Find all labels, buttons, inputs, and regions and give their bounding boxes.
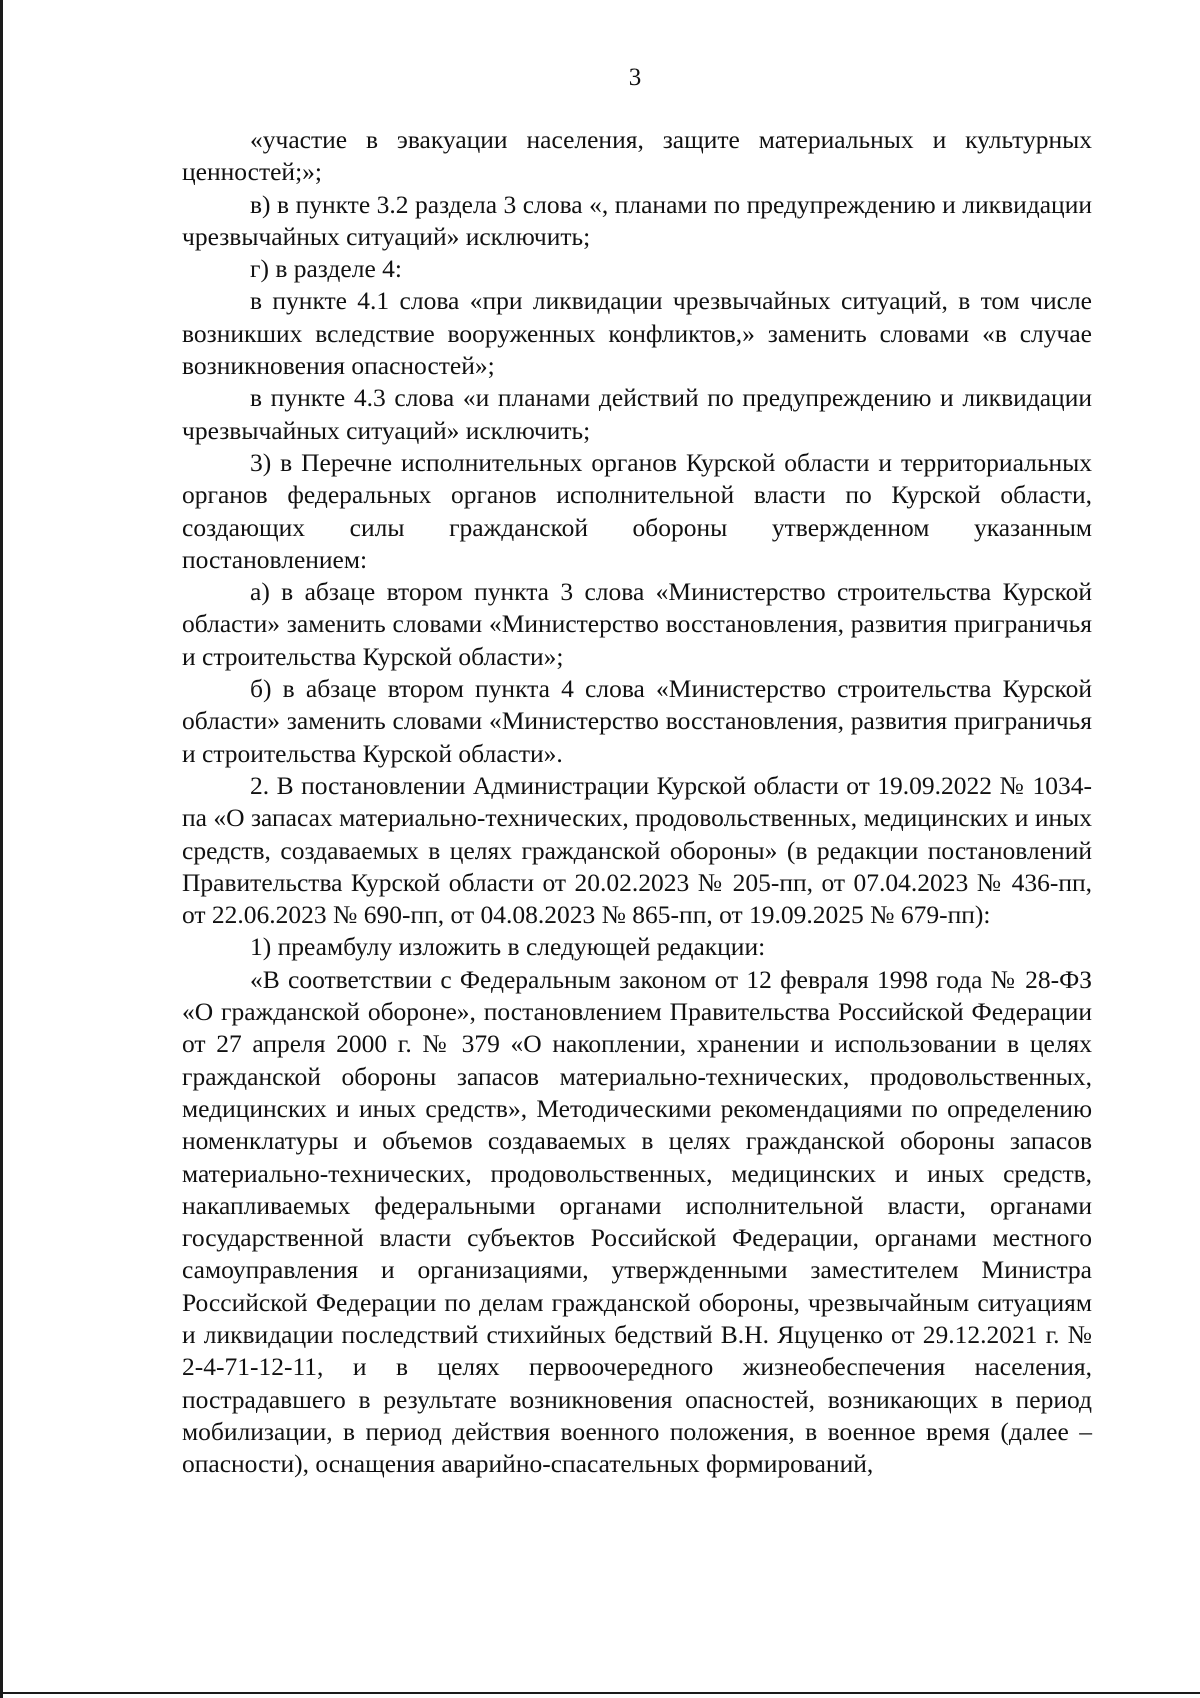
- paragraph: 2. В постановлении Администрации Курской области от 19.09.2022 № 1034-па «О запасах материально-технических, продовольственных, медицинских и иных средств, создаваемых в целях гражданской обороны» (в редакции постановлений Правительства Курской области от 20.02.2023 № 205-пп, от 07.04.2023 № 436-пп, от 22.06.2023 № 690-пп, от 04.08.2023 № 865-пп, от 19.09.2025 № 679-пп):: [182, 770, 1092, 930]
- paragraph: 3) в Перечне исполнительных органов Курской области и территориальных органов федеральных органов исполнительной власти по Курской области, создающих силы гражданской обороны утвержденном указанным постановлением:: [182, 447, 1092, 574]
- scan-edge-left: [0, 0, 3, 1698]
- paragraph: в пункте 4.3 слова «и планами действий по предупреждению и ликвидации чрезвычайных ситуаций» исключить;: [182, 383, 1092, 445]
- paragraph: в пункте 4.1 слова «при ликвидации чрезвычайных ситуаций, в том числе возникших вследствие вооруженных конфликтов,» заменить словами «в случае возникновения опасностей»;: [182, 286, 1092, 381]
- paragraph: 1) преамбулу изложить в следующей редакции:: [250, 932, 766, 962]
- page-number: 3: [628, 64, 642, 91]
- paragraph: «В соответствии с Федеральным законом от 12 февраля 1998 года № 28-ФЗ «О гражданской обороне», постановлением Правительства Российской Федерации от 27 апреля 2000 г. № 379 «О накоплении, хранении и использовании в целях гражданской обороны запасов материально-технических, продовольственных, медицинских и иных средств», Методическими рекомендациями по определению номенклатуры и объемов создаваемых в целях гражданской обороны запасов материально-технических, продовольственных, медицинских и иных средств, накапливаемых федеральными органами исполнительной власти, органами государственной власти субъектов Российской Федерации, органами местного самоуправления и организациями, утвержденными заместителем Министра Российской Федерации по делам гражданской обороны, чрезвычайным ситуациям и ликвидации последствий стихийных бедствий В.Н. Яцуценко от 29.12.2021 г. № 2-4-71-12-11, и в целях первоочередного жизнеобеспечения населения, пострадавшего в результате возникновения опасностей, возникающих в период мобилизации, в период действия военного положения, в военное время (далее – опасности), оснащения аварийно-спасательных формирований,: [182, 964, 1092, 1479]
- paragraph: в) в пункте 3.2 раздела 3 слова «, планами по предупреждению и ликвидации чрезвычайных ситуаций» исключить;: [182, 189, 1092, 251]
- scan-edge-bottom: [0, 1692, 1200, 1694]
- document-body: [182, 124, 1092, 1480]
- paragraph: б) в абзаце втором пункта 4 слова «Министерство строительства Курской области» заменить словами «Министерство восстановления, развития приграничья и строительства Курской области».: [182, 674, 1092, 768]
- paragraph: «участие в эвакуации населения, защите материальных и культурных ценностей;»;: [182, 125, 1092, 187]
- paragraph: г) в разделе 4:: [250, 254, 402, 284]
- paragraph: а) в абзаце втором пункта 3 слова «Министерство строительства Курской области» заменить словами «Министерство восстановления, развития приграничья и строительства Курской области»;: [182, 577, 1092, 671]
